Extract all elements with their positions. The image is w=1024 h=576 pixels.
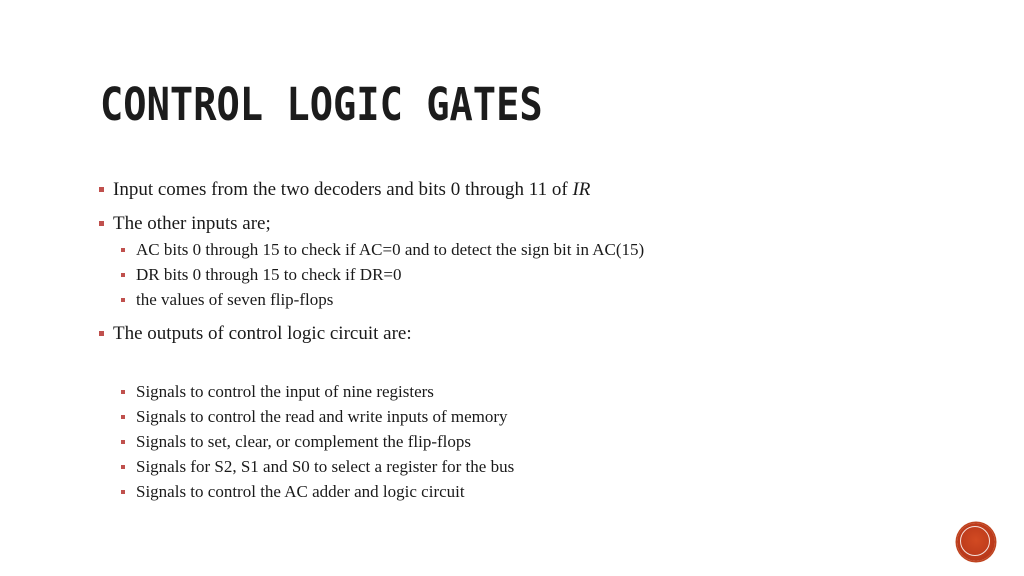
slide-title: CONTROL LOGIC GATES xyxy=(100,78,543,131)
square-bullet-icon xyxy=(121,273,125,277)
bullet-item-outputs xyxy=(96,322,916,346)
square-bullet-icon xyxy=(121,248,125,252)
sub-bullet-list xyxy=(96,237,916,312)
sub-bullet-list xyxy=(96,379,916,504)
bullet-text: The other inputs are; xyxy=(113,213,271,234)
square-bullet-icon xyxy=(121,465,125,469)
square-bullet-icon xyxy=(121,415,125,419)
square-bullet-icon xyxy=(121,298,125,302)
sub-bullet-text: Signals for S2, S1 and S0 to select a register for the bus xyxy=(136,457,515,476)
sub-bullet-item xyxy=(96,479,916,504)
sub-bullet-text: Signals to control the read and write inputs of memory xyxy=(136,407,508,426)
sub-bullet-text: AC bits 0 through 15 to check if AC=0 and to detect the sign bit in AC(15) xyxy=(136,240,645,259)
square-bullet-icon xyxy=(121,490,125,494)
sub-bullet-item xyxy=(96,237,916,262)
sub-bullet-item xyxy=(96,404,916,429)
square-bullet-icon xyxy=(99,331,104,336)
sub-bullet-text: Signals to control the AC adder and logic circuit xyxy=(136,482,465,501)
bullet-text: The outputs of control logic circuit are: xyxy=(113,323,412,344)
bullet-list xyxy=(96,178,916,504)
sub-bullet-item xyxy=(96,454,916,479)
bullet-italic-text: IR xyxy=(572,179,591,200)
sub-list-container xyxy=(96,237,916,312)
sub-bullet-item xyxy=(96,287,916,312)
square-bullet-icon xyxy=(121,440,125,444)
sub-bullet-text: DR bits 0 through 15 to check if DR=0 xyxy=(136,265,402,284)
sub-bullet-text: Signals to control the input of nine registers xyxy=(136,382,434,401)
bullet-item-other-inputs xyxy=(96,212,916,236)
sub-bullet-text: Signals to set, clear, or complement the flip-flops xyxy=(136,432,471,451)
sub-bullet-item xyxy=(96,262,916,287)
sub-bullet-item xyxy=(96,429,916,454)
square-bullet-icon xyxy=(99,221,104,226)
bullet-item-input-source xyxy=(96,178,916,202)
sub-list-container xyxy=(96,379,916,504)
sub-bullet-item xyxy=(96,379,916,404)
bullet-text: Input comes from the two decoders and bits 0 through 11 of xyxy=(113,179,573,200)
slide-content xyxy=(96,178,916,504)
square-bullet-icon xyxy=(99,187,104,192)
square-bullet-icon xyxy=(121,390,125,394)
page-number-badge-icon xyxy=(957,523,995,561)
sub-bullet-text: the values of seven flip-flops xyxy=(136,290,334,309)
